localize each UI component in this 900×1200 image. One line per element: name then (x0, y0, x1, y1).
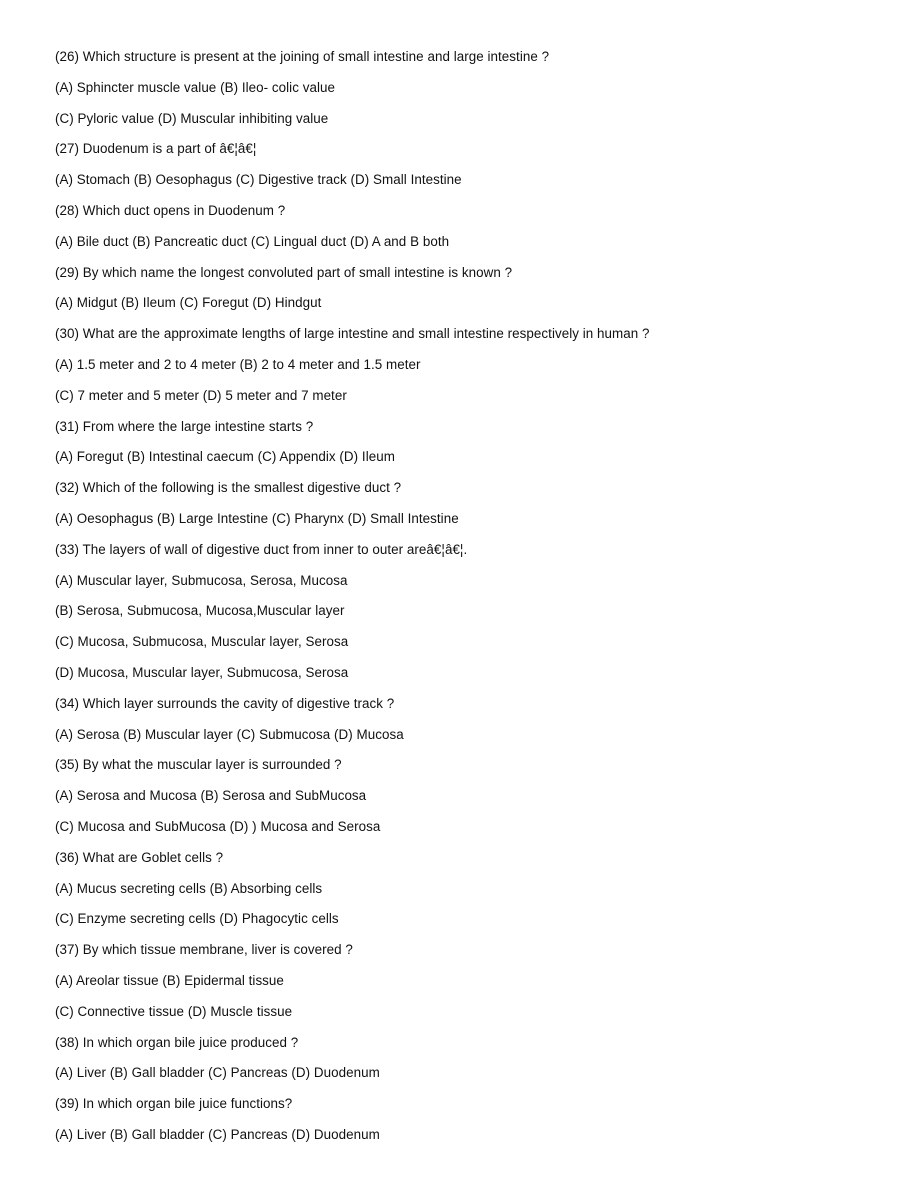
question-33: (33) The layers of wall of digestive duct from inner to outer areâ€¦â€¦. (55, 541, 468, 557)
options-35-cd: (C) Mucosa and SubMucosa (D) ) Mucosa and Serosa (55, 818, 381, 834)
options-31: (A) Foregut (B) Intestinal caecum (C) Appendix (D) Ileum (55, 449, 395, 465)
option-33-b: (B) Serosa, Submucosa, Mucosa,Muscular layer (55, 603, 345, 619)
question-39: (39) In which organ bile juice functions? (55, 1096, 293, 1112)
options-34: (A) Serosa (B) Muscular layer (C) Submucosa (D) Mucosa (55, 726, 404, 742)
options-39: (A) Liver (B) Gall bladder (C) Pancreas (D) Duodenum (55, 1126, 380, 1142)
question-31: (31) From where the large intestine starts ? (55, 418, 314, 434)
question-34: (34) Which layer surrounds the cavity of digestive track ? (55, 695, 395, 711)
question-28: (28) Which duct opens in Duodenum ? (55, 202, 286, 218)
question-35: (35) By what the muscular layer is surrounded ? (55, 757, 342, 773)
options-37-ab: (A) Areolar tissue (B) Epidermal tissue (55, 972, 284, 988)
options-38: (A) Liver (B) Gall bladder (C) Pancreas (D) Duodenum (55, 1065, 380, 1081)
options-27: (A) Stomach (B) Oesophagus (C) Digestive track (D) Small Intestine (55, 172, 462, 188)
options-26-cd: (C) Pyloric value (D) Muscular inhibiting value (55, 110, 329, 126)
question-32: (32) Which of the following is the smallest digestive duct ? (55, 480, 402, 496)
options-36-cd: (C) Enzyme secreting cells (D) Phagocytic cells (55, 911, 339, 927)
option-33-c: (C) Mucosa, Submucosa, Muscular layer, Serosa (55, 634, 349, 650)
question-27: (27) Duodenum is a part of â€¦â€¦ (55, 141, 257, 157)
question-38: (38) In which organ bile juice produced ? (55, 1034, 299, 1050)
option-33-a: (A) Muscular layer, Submucosa, Serosa, Mucosa (55, 572, 348, 588)
options-26-ab: (A) Sphincter muscle value (B) Ileo- colic value (55, 79, 335, 95)
document-page (55, 47, 875, 1156)
question-36: (36) What are Goblet cells ? (55, 849, 224, 865)
question-37: (37) By which tissue membrane, liver is covered ? (55, 942, 353, 958)
question-30: (30) What are the approximate lengths of large intestine and small intestine respectively in human ? (55, 326, 650, 342)
options-30-ab: (A) 1.5 meter and 2 to 4 meter (B) 2 to 4 meter and 1.5 meter (55, 356, 421, 372)
options-28: (A) Bile duct (B) Pancreatic duct (C) Lingual duct (D) A and B both (55, 233, 450, 249)
options-32: (A) Oesophagus (B) Large Intestine (C) Pharynx (D) Small Intestine (55, 510, 459, 526)
question-29: (29) By which name the longest convoluted part of small intestine is known ? (55, 264, 513, 280)
options-37-cd: (C) Connective tissue (D) Muscle tissue (55, 1003, 293, 1019)
options-30-cd: (C) 7 meter and 5 meter (D) 5 meter and 7 meter (55, 387, 347, 403)
options-35-ab: (A) Serosa and Mucosa (B) Serosa and SubMucosa (55, 788, 367, 804)
options-36-ab: (A) Mucus secreting cells (B) Absorbing cells (55, 880, 323, 896)
options-29: (A) Midgut (B) Ileum (C) Foregut (D) Hindgut (55, 295, 322, 311)
question-26: (26) Which structure is present at the joining of small intestine and large intestine ? (55, 49, 550, 64)
option-33-d: (D) Mucosa, Muscular layer, Submucosa, Serosa (55, 664, 349, 680)
